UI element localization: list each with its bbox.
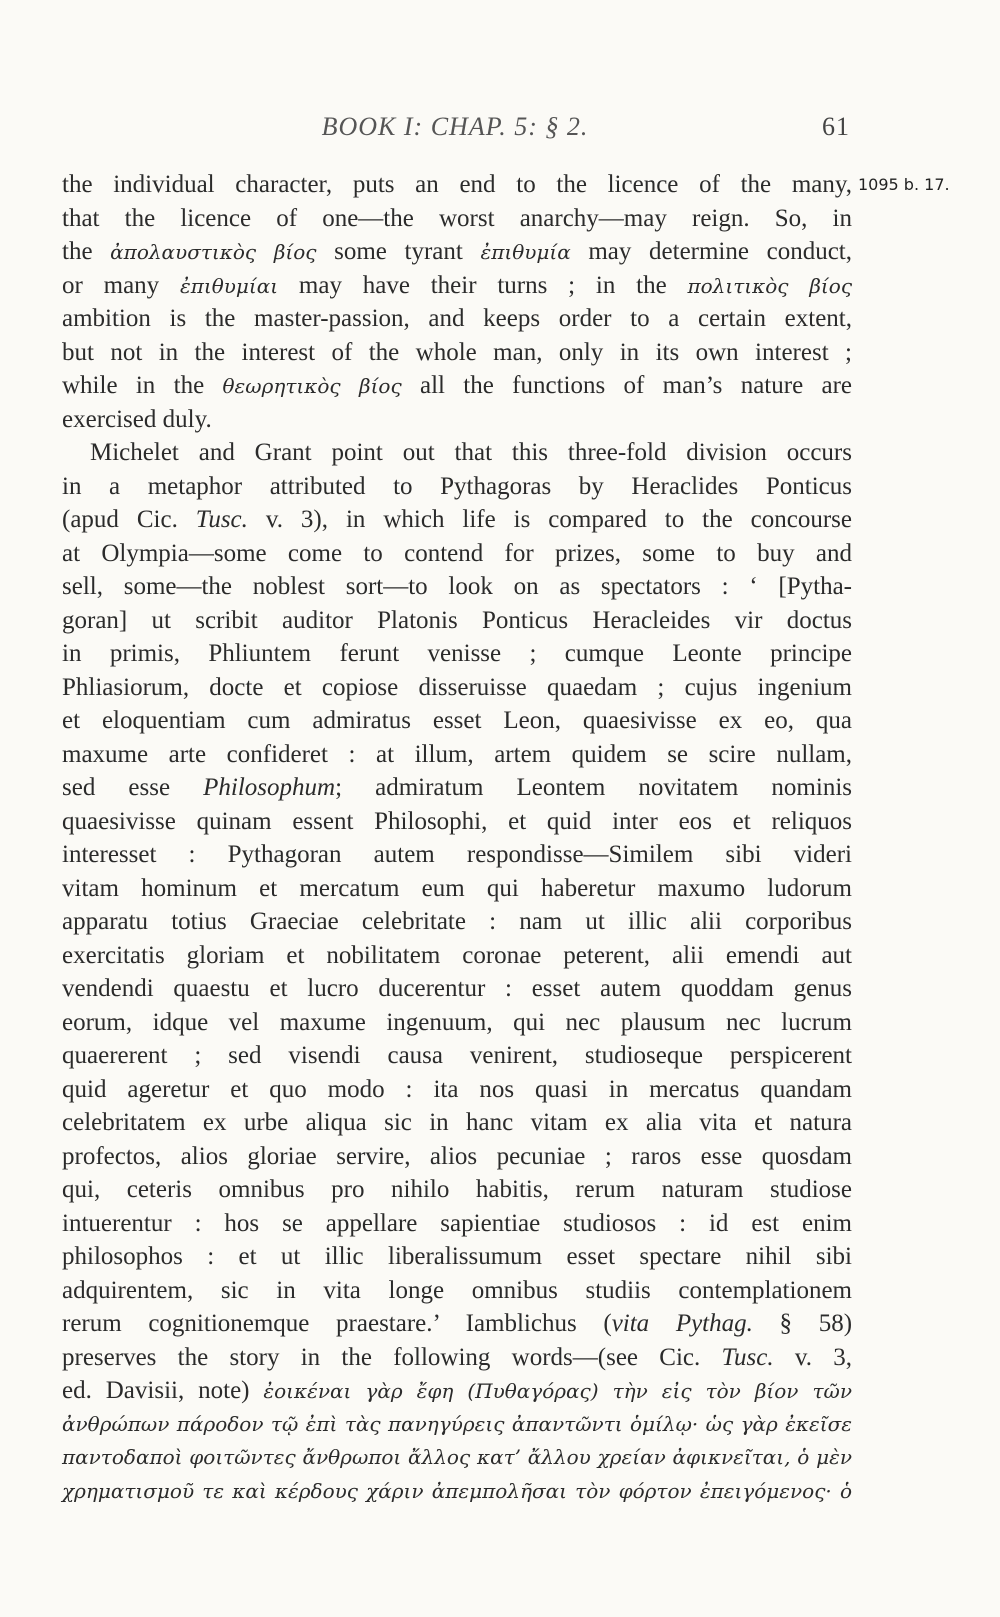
- running-head: [60, 112, 850, 152]
- text-line: at Olympia—some come to contend for prizes, some to buy and: [62, 539, 852, 567]
- greek-term: ἀπολαυστικὸς βίος: [110, 240, 317, 264]
- text-line: the individual character, puts an end to the licence of the many,: [62, 171, 852, 198]
- text-line: maxume arte confideret : at illum, artem quidem se scire nullam,: [62, 740, 852, 768]
- text-line: exercitatis gloriam et nobilitatem coronae peterent, alii emendi aut: [62, 941, 852, 969]
- italic-title: vita Pythag.: [611, 1310, 753, 1337]
- text-line: intuerentur : hos se appellare sapientiae studiosos : id est enim: [62, 1209, 852, 1237]
- text-line: ed. Davisii, note) ἐοικέναι γὰρ ἔφη (Πυθαγόρας) τὴν εἰς τὸν βίον τῶν: [62, 1377, 852, 1404]
- text-line: but not in the interest of the whole man, only in its own interest ;: [62, 338, 852, 366]
- text-line: Phliasiorum, docte et copiose disseruisse quaedam ; cujus ingenium: [62, 673, 852, 701]
- text-line: ambition is the master-passion, and keeps order to a certain extent,: [62, 305, 852, 332]
- text-line: while in the θεωρητικὸς βίος all the functions of man’s nature are: [62, 372, 853, 399]
- text-line: goran] ut scribit auditor Platonis Ponticus Heracleides vir doctus: [62, 606, 852, 634]
- text-line: adquirentem, sic in vita longe omnibus studiis contemplationem: [62, 1276, 852, 1304]
- running-title: BOOK I: CHAP. 5: § 2.: [321, 112, 589, 141]
- text-line: vendendi quaestu et lucro ducerentur : esset autem quoddam genus: [62, 975, 852, 1002]
- page-number: 61: [822, 112, 850, 141]
- text-line: quaesivisse quinam essent Philosophi, et quid inter eos et reliquos: [62, 807, 852, 835]
- body-text: [62, 168, 852, 1508]
- text-line: qui, ceteris omnibus pro nihilo habitis, rerum naturam studiose: [62, 1176, 852, 1203]
- paragraph-start-line: Michelet and Grant point out that this three-fold division occurs: [90, 439, 852, 466]
- greek-quote-line: ἀνθρώπων πάροδον τῷ ἐπὶ τὰς πανηγύρεις ἀπαντῶντι ὁμίλῳ· ὡς γὰρ ἐκεῖσε: [62, 1411, 852, 1436]
- text-line: apparatu totius Graeciae celebritate : nam ut illic alii corporibus: [62, 908, 852, 935]
- text-line: sell, some—the noblest sort—to look on as spectators : ‘ [Pytha-: [62, 573, 852, 600]
- text-line: the ἀπολαυστικὸς βίος some tyrant ἐπιθυμία may determine conduct,: [62, 238, 852, 265]
- text-line: exercised duly.: [62, 405, 212, 433]
- greek-term: ἐπιθυμίαι: [179, 273, 279, 298]
- text-line: vitam hominum et mercatum eum qui haberetur maxumo ludorum: [62, 874, 852, 902]
- text-line: preserves the story in the following words—(see Cic. Tusc. v. 3,: [62, 1343, 853, 1371]
- text-line: (apud Cic. Tusc. v. 3), in which life is compared to the concourse: [62, 506, 853, 533]
- text-line: et eloquentiam cum admiratus esset Leon, quaesivisse ex eo, qua: [62, 707, 852, 734]
- text-line: celebritatem ex urbe aliqua sic in hanc vitam ex alia vita et natura: [62, 1109, 852, 1136]
- text-line: profectos, alios gloriae servire, alios pecuniae ; raros esse quosdam: [62, 1142, 852, 1170]
- text-line: quid ageretur et quo modo : ita nos quasi in mercatus quandam: [62, 1075, 852, 1103]
- italic-title: Tusc.: [195, 506, 248, 533]
- greek-quote: ἐοικέναι γὰρ ἔφη (Πυθαγόρας) τὴν εἰς τὸν βίον τῶν: [263, 1379, 852, 1403]
- text-line: eorum, idque vel maxume ingenuum, qui nec plausum nec lucrum: [62, 1008, 852, 1036]
- greek-term: θεωρητικὸς βίος: [222, 374, 402, 398]
- greek-quote-line: παντοδαποὶ φοιτῶντες ἄνθρωποι ἄλλος κατ’ ἄλλου χρείαν ἀφικνεῖται, ὁ μὲν: [62, 1445, 852, 1469]
- text-line: that the licence of one—the worst anarchy—may reign. So, in: [62, 204, 852, 232]
- italic-title: Tusc.: [721, 1343, 774, 1371]
- text-line: sed esse Philosophum; admiratum Leontem novitatem nominis: [62, 774, 852, 801]
- text-line: in primis, Phliuntem ferunt venisse ; cumque Leonte principe: [62, 640, 852, 667]
- greek-term: ἐπιθυμία: [480, 240, 571, 264]
- text-line: philosophos : et ut illic liberalissumum esset spectare nihil sibi: [62, 1243, 852, 1270]
- text-line: quaererent ; sed visendi causa venirent, studioseque perspicerent: [62, 1042, 852, 1069]
- text-line: or many ἐπιθυμίαι may have their turns ; in the πολιτικὸς βίος: [62, 271, 853, 299]
- text-line: interesset : Pythagoran autem respondisse—Similem sibi videri: [62, 841, 852, 868]
- text-line: rerum cognitionemque praestare.’ Iamblichus (vita Pythag. § 58): [62, 1310, 853, 1337]
- italic-term: Philosophum: [203, 774, 336, 801]
- margin-reference: 1095 b. 17.: [858, 175, 950, 194]
- greek-quote-line: χρηματισμοῦ τε καὶ κέρδους χάριν ἀπεμπολῆσαι τὸν φόρτον ἐπειγόμενος· ὁ: [62, 1478, 852, 1503]
- greek-term: πολιτικὸς βίος: [687, 273, 853, 298]
- text-line: in a metaphor attributed to Pythagoras by Heraclides Ponticus: [62, 472, 852, 500]
